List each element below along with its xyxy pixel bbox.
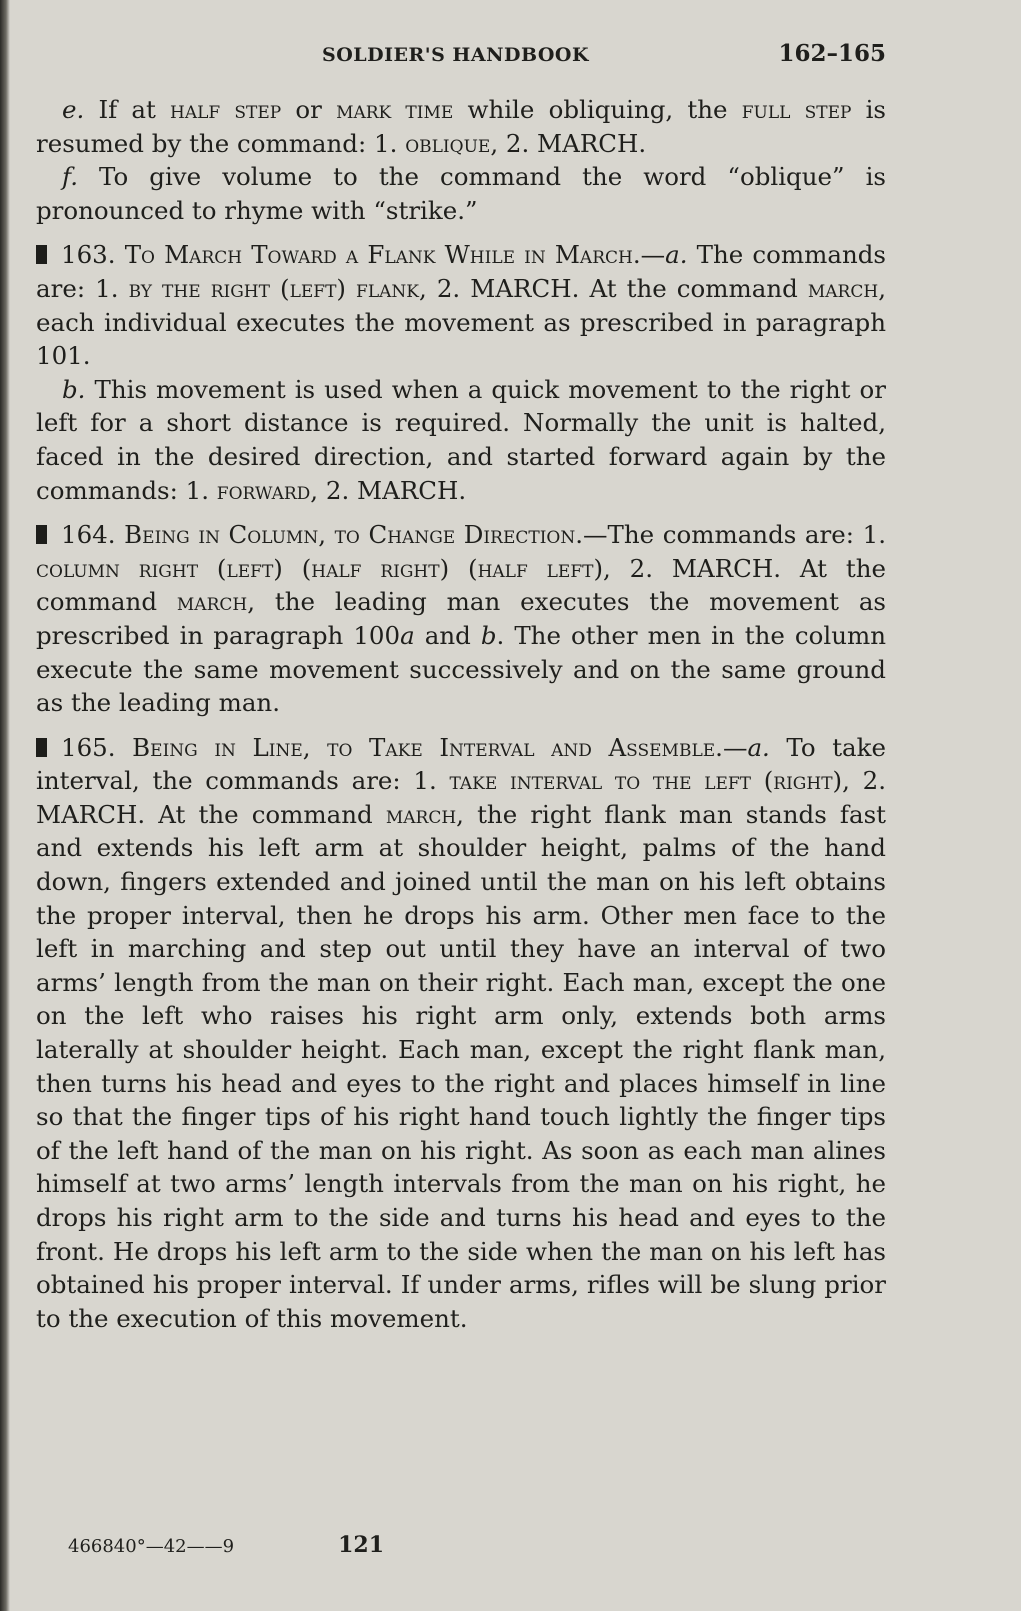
command-text: march — [176, 587, 248, 617]
section-heading: Being in Column, to Change Direction. — [124, 520, 584, 550]
running-header — [36, 40, 886, 67]
section-marker-icon — [36, 245, 47, 264]
paragraph-163b: b. This movement is used when a quick movement to the right or left for a short distance is required. Normally the unit is halted, faced in the desired direction, and started forward again by the commands: 1. forward, 2. MARCH. — [36, 374, 886, 505]
paragraph-162e: e. If at half step or mark time while obliquing, the full step is resumed by the command: 1. oblique, 2. MARCH. — [36, 95, 887, 158]
book-page — [36, 40, 886, 1335]
command-text: oblique — [405, 128, 491, 158]
paragraph-number: 163. — [61, 240, 116, 270]
page-number: 121 — [338, 1532, 385, 1558]
command-text: take interval to the left (right) — [449, 766, 843, 796]
subparagraph-label: a. — [747, 732, 770, 762]
paragraph-164: 164. Being in Column, to Change Direction.—The commands are: 1. column right (left) (half right) (half left), 2. MARCH. At the command march, the leading man executes the movement as prescribed in paragraph 100a and b. The other men in the column execute the same movement successively and on the same ground as the leading man. — [36, 520, 887, 718]
command-text: half step — [170, 95, 282, 124]
command-text: by the right (left) flank — [128, 273, 419, 303]
page-footer — [68, 1532, 488, 1558]
command-text: march — [807, 273, 879, 303]
paragraph-162f: f. To give volume to the command the word “oblique” is pronounced to rhyme with “strike.” — [36, 162, 886, 225]
paragraph-165: 165. Being in Line, to Take Interval and Assemble.—a. To take interval, the commands are: 1. take interval to the left (right), 2. MARCH. At the command march, the right flank man stands fast and extends his left arm at shoulder height, palms of the hand down, fingers extended and joined until the man on his left obtains the proper interval, then he drops his arm. Other men face to the left in marching and step out until they have an interval of two arms’ length from the man on their right. Each man, except the one on the left who raises his right arm only, extends both arms laterally at shoulder height. Each man, except the right flank man, then turns his head and eyes to the right and places himself in line so that the finger tips of his right hand touch lightly the finger tips of the left hand of the man on his right. As soon as each man alines himself at two arms’ length intervals from the man on his right, he drops his right arm to the side and turns his head and eyes to the front. He drops his left arm to the side when the man on his left has obtained his proper interval. If under arms, rifles will be slung prior to the execution of this movement. — [36, 732, 887, 1333]
paragraph-163: 163. To March Toward a Flank While in March.—a. The commands are: 1. by the right (left) flank, 2. MARCH. At the command march, each individual executes the movement as prescribed in paragraph 101. — [36, 240, 886, 371]
command-text: full step — [741, 95, 852, 124]
section-marker-icon — [36, 738, 47, 757]
book-spine-shadow — [0, 0, 10, 1611]
subparagraph-label: a. — [665, 240, 688, 270]
print-code: 466840°—42——9 — [68, 1536, 235, 1557]
paragraph-number: 165. — [61, 732, 116, 762]
section-heading: Being in Line, to Take Interval and Assemble. — [132, 732, 723, 762]
subparagraph-label: b. — [62, 374, 86, 404]
paragraph-range: 162–165 — [778, 40, 886, 67]
running-title: SOLDIER'S HANDBOOK — [322, 44, 589, 66]
subparagraph-label: e. — [62, 95, 85, 124]
command-text: march — [385, 799, 457, 829]
command-text: mark time — [336, 95, 454, 124]
command-text: forward — [216, 475, 311, 505]
section-heading: To March Toward a Flank While in March. — [124, 240, 641, 270]
command-text: column right (left) (half right) (half left) — [36, 553, 604, 583]
paragraph-number: 164. — [61, 520, 116, 550]
section-marker-icon — [36, 525, 47, 544]
subparagraph-label: f. — [62, 162, 78, 192]
